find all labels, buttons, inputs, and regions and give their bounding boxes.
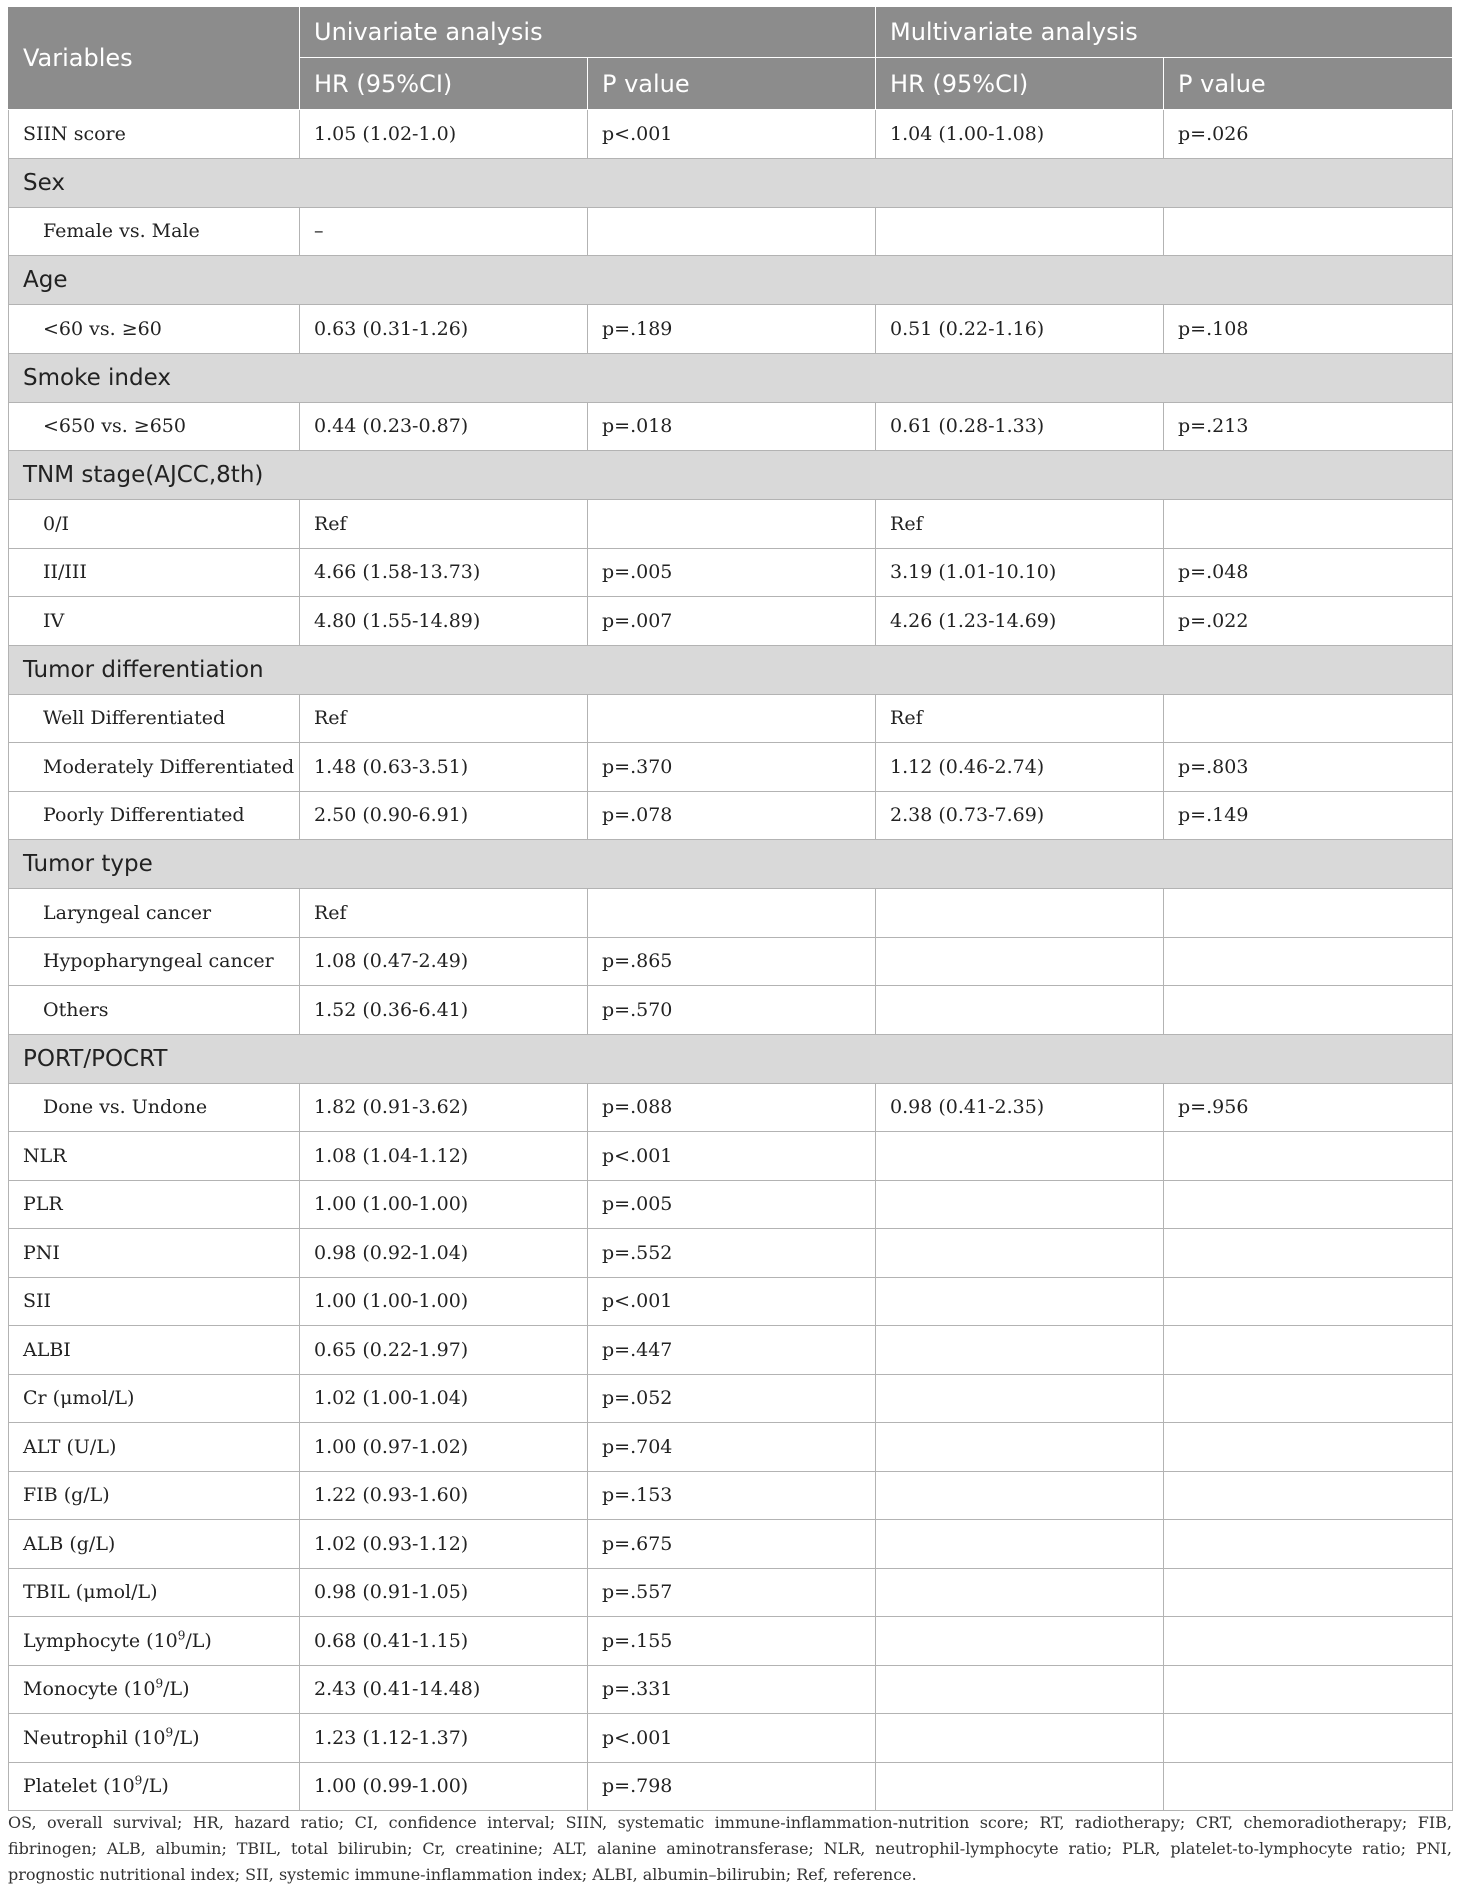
group-label: Sex bbox=[9, 158, 1453, 207]
table-body bbox=[9, 110, 1453, 1811]
multivariate-p-cell: p=.149 bbox=[1164, 791, 1453, 840]
univariate-p-cell: p=.018 bbox=[588, 402, 876, 451]
variable-cell bbox=[9, 1326, 300, 1375]
univariate-hr-cell: 0.98 (0.91-1.05) bbox=[300, 1568, 588, 1617]
multivariate-hr-cell: 4.26 (1.23-14.69) bbox=[876, 597, 1164, 646]
table-row bbox=[9, 1374, 1453, 1423]
group-label: TNM stage(AJCC,8th) bbox=[9, 451, 1453, 500]
variable-cell bbox=[9, 694, 300, 743]
univariate-hr-cell: 1.08 (0.47-2.49) bbox=[300, 937, 588, 986]
univariate-p-cell: p=.557 bbox=[588, 1568, 876, 1617]
table-row bbox=[9, 1568, 1453, 1617]
group-row bbox=[9, 451, 1453, 500]
table-row bbox=[9, 548, 1453, 597]
multivariate-p-cell: p=.803 bbox=[1164, 743, 1453, 792]
table-row bbox=[9, 889, 1453, 938]
cox-regression-table bbox=[8, 6, 1453, 1811]
variable-label: SII bbox=[23, 1290, 52, 1313]
univariate-hr-cell: 4.80 (1.55-14.89) bbox=[300, 597, 588, 646]
multivariate-p-cell bbox=[1164, 1665, 1453, 1714]
multivariate-hr-cell bbox=[876, 1617, 1164, 1666]
univariate-hr-cell: Ref bbox=[300, 889, 588, 938]
multivariate-p-cell bbox=[1164, 500, 1453, 549]
univariate-hr-cell: 0.68 (0.41-1.15) bbox=[300, 1617, 588, 1666]
multivariate-p-cell: p=.956 bbox=[1164, 1083, 1453, 1132]
variable-label: Neutrophil (10 bbox=[23, 1726, 166, 1749]
multivariate-hr-cell: 0.61 (0.28-1.33) bbox=[876, 402, 1164, 451]
multivariate-p-cell: p=.026 bbox=[1164, 110, 1453, 159]
multivariate-p-cell bbox=[1164, 1374, 1453, 1423]
univariate-hr-cell: 1.23 (1.12-1.37) bbox=[300, 1714, 588, 1763]
variable-cell bbox=[9, 1374, 300, 1423]
multivariate-hr-cell bbox=[876, 1568, 1164, 1617]
multivariate-p-cell: p=.108 bbox=[1164, 305, 1453, 354]
multivariate-p-cell bbox=[1164, 1132, 1453, 1181]
univariate-hr-cell: 1.00 (0.99-1.00) bbox=[300, 1762, 588, 1811]
univariate-p-cell: p=.155 bbox=[588, 1617, 876, 1666]
variable-cell bbox=[9, 937, 300, 986]
multivariate-hr-cell bbox=[876, 207, 1164, 256]
table-row bbox=[9, 1180, 1453, 1229]
multivariate-p-cell bbox=[1164, 1471, 1453, 1520]
variable-cell bbox=[9, 1180, 300, 1229]
table-row bbox=[9, 791, 1453, 840]
multivariate-p-cell bbox=[1164, 1762, 1453, 1811]
univariate-p-cell: p<.001 bbox=[588, 1277, 876, 1326]
variable-label: Poorly Differentiated bbox=[43, 804, 245, 827]
variable-label: <650 vs. ≥650 bbox=[43, 415, 186, 438]
variable-label: Well Differentiated bbox=[43, 707, 226, 730]
univariate-p-cell: p=.675 bbox=[588, 1520, 876, 1569]
univariate-hr-cell: 2.43 (0.41-14.48) bbox=[300, 1665, 588, 1714]
multivariate-hr-cell: Ref bbox=[876, 694, 1164, 743]
univariate-p-cell: p=.331 bbox=[588, 1665, 876, 1714]
table-row bbox=[9, 500, 1453, 549]
univariate-p-cell: p=.088 bbox=[588, 1083, 876, 1132]
table-row bbox=[9, 1665, 1453, 1714]
table-row bbox=[9, 1083, 1453, 1132]
univariate-hr-cell: Ref bbox=[300, 694, 588, 743]
group-row bbox=[9, 256, 1453, 305]
univariate-hr-cell: 1.00 (1.00-1.00) bbox=[300, 1180, 588, 1229]
univariate-p-cell: p=.189 bbox=[588, 305, 876, 354]
variable-label: SIIN score bbox=[23, 122, 126, 145]
unit-exponent: 9 bbox=[155, 1676, 164, 1691]
univariate-p-cell: p=.007 bbox=[588, 597, 876, 646]
multivariate-p-cell bbox=[1164, 694, 1453, 743]
table-row bbox=[9, 1617, 1453, 1666]
group-row bbox=[9, 645, 1453, 694]
multivariate-p-cell: p=.048 bbox=[1164, 548, 1453, 597]
multivariate-p-cell bbox=[1164, 1423, 1453, 1472]
univariate-hr-cell: 1.02 (0.93-1.12) bbox=[300, 1520, 588, 1569]
multivariate-p-cell bbox=[1164, 986, 1453, 1035]
header-univariate: Univariate analysis bbox=[300, 7, 876, 58]
univariate-p-cell: p=.552 bbox=[588, 1229, 876, 1278]
multivariate-p-cell: p=.213 bbox=[1164, 402, 1453, 451]
multivariate-p-cell bbox=[1164, 889, 1453, 938]
univariate-hr-cell: 0.63 (0.31-1.26) bbox=[300, 305, 588, 354]
variable-cell bbox=[9, 1714, 300, 1763]
univariate-hr-cell: Ref bbox=[300, 500, 588, 549]
table-row bbox=[9, 1423, 1453, 1472]
univariate-p-cell: p=.052 bbox=[588, 1374, 876, 1423]
univariate-hr-cell: 4.66 (1.58-13.73) bbox=[300, 548, 588, 597]
group-row bbox=[9, 840, 1453, 889]
group-label: PORT/POCRT bbox=[9, 1034, 1453, 1083]
univariate-p-cell: p=.005 bbox=[588, 1180, 876, 1229]
univariate-hr-cell: 1.82 (0.91-3.62) bbox=[300, 1083, 588, 1132]
univariate-p-cell bbox=[588, 500, 876, 549]
variable-cell bbox=[9, 500, 300, 549]
table-row bbox=[9, 305, 1453, 354]
variable-cell bbox=[9, 1520, 300, 1569]
multivariate-hr-cell bbox=[876, 1762, 1164, 1811]
univariate-p-cell: p=.153 bbox=[588, 1471, 876, 1520]
variable-cell bbox=[9, 597, 300, 646]
variable-label: Hypopharyngeal cancer bbox=[43, 950, 274, 973]
unit-suffix: /L) bbox=[173, 1726, 200, 1749]
table-container bbox=[8, 6, 1452, 1811]
variable-cell bbox=[9, 986, 300, 1035]
header-variables: Variables bbox=[9, 7, 300, 110]
header-multivariate-p: P value bbox=[1164, 58, 1453, 110]
variable-label: Monocyte (10 bbox=[23, 1678, 156, 1701]
univariate-p-cell: p=.704 bbox=[588, 1423, 876, 1472]
variable-cell bbox=[9, 1762, 300, 1811]
variable-cell bbox=[9, 889, 300, 938]
group-label: Smoke index bbox=[9, 353, 1453, 402]
multivariate-p-cell bbox=[1164, 1520, 1453, 1569]
variable-label: ALT (U/L) bbox=[23, 1435, 117, 1458]
variable-label: Laryngeal cancer bbox=[43, 901, 212, 924]
variable-label: Cr (μmol/L) bbox=[23, 1387, 135, 1410]
variable-cell bbox=[9, 1665, 300, 1714]
multivariate-p-cell bbox=[1164, 1180, 1453, 1229]
table-footnote: OS, overall survival; HR, hazard ratio; CI, confidence interval; SIIN, systematic immune-inflammation-nutrition score; RT, radiotherapy; CRT, chemoradiotherapy; FIB, fibrinogen; ALB, albumin; TBIL, total bilirubin; Cr, creatinine; ALT, alanine aminotransferase; NLR, neutrophil-lymphocyte ratio; PLR, platelet-to-lymphocyte ratio; PNI, prognostic nutritional index; SII, systemic immune-inflammation index; ALBI, albumin–bilirubin; Ref, reference. bbox=[8, 1813, 1452, 1884]
variable-label: Lymphocyte (10 bbox=[23, 1629, 178, 1652]
variable-cell bbox=[9, 207, 300, 256]
univariate-hr-cell: 1.00 (1.00-1.00) bbox=[300, 1277, 588, 1326]
variable-label: TBIL (μmol/L) bbox=[23, 1581, 158, 1604]
variable-label: NLR bbox=[23, 1144, 67, 1167]
variable-cell bbox=[9, 305, 300, 354]
multivariate-hr-cell bbox=[876, 889, 1164, 938]
table-row bbox=[9, 402, 1453, 451]
univariate-p-cell: p<.001 bbox=[588, 1714, 876, 1763]
multivariate-hr-cell bbox=[876, 1520, 1164, 1569]
table-row bbox=[9, 1132, 1453, 1181]
multivariate-hr-cell: Ref bbox=[876, 500, 1164, 549]
multivariate-p-cell bbox=[1164, 1568, 1453, 1617]
multivariate-p-cell bbox=[1164, 1277, 1453, 1326]
variable-label: Done vs. Undone bbox=[43, 1096, 208, 1119]
table-row bbox=[9, 1714, 1453, 1763]
group-label: Tumor differentiation bbox=[9, 645, 1453, 694]
variable-label: <60 vs. ≥60 bbox=[43, 317, 162, 340]
univariate-p-cell: p=.005 bbox=[588, 548, 876, 597]
univariate-p-cell bbox=[588, 207, 876, 256]
variable-label: PNI bbox=[23, 1241, 60, 1264]
multivariate-hr-cell bbox=[876, 1714, 1164, 1763]
variable-cell bbox=[9, 1083, 300, 1132]
multivariate-p-cell bbox=[1164, 1714, 1453, 1763]
multivariate-hr-cell bbox=[876, 986, 1164, 1035]
unit-exponent: 9 bbox=[177, 1628, 186, 1643]
multivariate-hr-cell bbox=[876, 1229, 1164, 1278]
table-row bbox=[9, 1326, 1453, 1375]
table-row bbox=[9, 694, 1453, 743]
multivariate-p-cell bbox=[1164, 937, 1453, 986]
multivariate-hr-cell: 3.19 (1.01-10.10) bbox=[876, 548, 1164, 597]
variable-label: II/III bbox=[43, 561, 87, 584]
univariate-hr-cell: 0.65 (0.22-1.97) bbox=[300, 1326, 588, 1375]
variable-label: Others bbox=[43, 998, 109, 1021]
multivariate-p-cell bbox=[1164, 207, 1453, 256]
multivariate-hr-cell bbox=[876, 1180, 1164, 1229]
header-multivariate-hr: HR (95%CI) bbox=[876, 58, 1164, 110]
multivariate-hr-cell: 0.51 (0.22-1.16) bbox=[876, 305, 1164, 354]
univariate-hr-cell: 1.05 (1.02-1.0) bbox=[300, 110, 588, 159]
variable-cell bbox=[9, 1423, 300, 1472]
univariate-p-cell: p=.447 bbox=[588, 1326, 876, 1375]
univariate-hr-cell: 2.50 (0.90-6.91) bbox=[300, 791, 588, 840]
group-row bbox=[9, 1034, 1453, 1083]
variable-label: IV bbox=[43, 609, 65, 632]
variable-cell bbox=[9, 743, 300, 792]
multivariate-hr-cell bbox=[876, 1423, 1164, 1472]
variable-label: Moderately Differentiated bbox=[43, 755, 295, 778]
multivariate-p-cell: p=.022 bbox=[1164, 597, 1453, 646]
univariate-hr-cell: 0.44 (0.23-0.87) bbox=[300, 402, 588, 451]
univariate-hr-cell: 0.98 (0.92-1.04) bbox=[300, 1229, 588, 1278]
multivariate-p-cell bbox=[1164, 1229, 1453, 1278]
table-row bbox=[9, 937, 1453, 986]
table-row bbox=[9, 1277, 1453, 1326]
univariate-p-cell: p=.078 bbox=[588, 791, 876, 840]
variable-cell bbox=[9, 1617, 300, 1666]
header-univariate-hr: HR (95%CI) bbox=[300, 58, 588, 110]
variable-label: ALB (g/L) bbox=[23, 1532, 116, 1555]
table-row bbox=[9, 110, 1453, 159]
univariate-hr-cell: 1.48 (0.63-3.51) bbox=[300, 743, 588, 792]
univariate-p-cell: p=.798 bbox=[588, 1762, 876, 1811]
variable-label: PLR bbox=[23, 1193, 63, 1216]
group-label: Tumor type bbox=[9, 840, 1453, 889]
univariate-hr-cell: 1.52 (0.36-6.41) bbox=[300, 986, 588, 1035]
univariate-hr-cell: 1.02 (1.00-1.04) bbox=[300, 1374, 588, 1423]
variable-label: FIB (g/L) bbox=[23, 1484, 110, 1507]
multivariate-hr-cell bbox=[876, 1374, 1164, 1423]
multivariate-hr-cell bbox=[876, 1326, 1164, 1375]
table-row bbox=[9, 743, 1453, 792]
variable-label: Platelet (10 bbox=[23, 1775, 135, 1798]
variable-label: Female vs. Male bbox=[43, 220, 200, 243]
unit-suffix: /L) bbox=[142, 1775, 169, 1798]
variable-cell bbox=[9, 791, 300, 840]
header-multivariate: Multivariate analysis bbox=[876, 7, 1453, 58]
univariate-p-cell: p=.570 bbox=[588, 986, 876, 1035]
variable-cell bbox=[9, 1277, 300, 1326]
variable-cell bbox=[9, 1471, 300, 1520]
multivariate-hr-cell bbox=[876, 937, 1164, 986]
variable-cell bbox=[9, 1229, 300, 1278]
group-row bbox=[9, 353, 1453, 402]
variable-label: ALBI bbox=[23, 1338, 71, 1361]
table-row bbox=[9, 597, 1453, 646]
multivariate-hr-cell bbox=[876, 1471, 1164, 1520]
table-row bbox=[9, 1229, 1453, 1278]
multivariate-hr-cell bbox=[876, 1277, 1164, 1326]
variable-label: 0/I bbox=[43, 512, 69, 535]
univariate-p-cell: p=.370 bbox=[588, 743, 876, 792]
univariate-hr-cell: – bbox=[300, 207, 588, 256]
group-row bbox=[9, 158, 1453, 207]
multivariate-p-cell bbox=[1164, 1617, 1453, 1666]
variable-cell bbox=[9, 402, 300, 451]
univariate-p-cell: p<.001 bbox=[588, 1132, 876, 1181]
multivariate-hr-cell bbox=[876, 1665, 1164, 1714]
header-row-1 bbox=[9, 7, 1453, 58]
unit-exponent: 9 bbox=[165, 1725, 174, 1740]
table-row bbox=[9, 1762, 1453, 1811]
table-row bbox=[9, 207, 1453, 256]
univariate-hr-cell: 1.08 (1.04-1.12) bbox=[300, 1132, 588, 1181]
unit-exponent: 9 bbox=[134, 1773, 143, 1788]
variable-cell bbox=[9, 1132, 300, 1181]
table-row bbox=[9, 1520, 1453, 1569]
variable-cell bbox=[9, 110, 300, 159]
header-univariate-p: P value bbox=[588, 58, 876, 110]
univariate-p-cell bbox=[588, 889, 876, 938]
table-row bbox=[9, 986, 1453, 1035]
univariate-p-cell bbox=[588, 694, 876, 743]
univariate-p-cell: p<.001 bbox=[588, 110, 876, 159]
unit-suffix: /L) bbox=[163, 1678, 190, 1701]
unit-suffix: /L) bbox=[185, 1629, 212, 1652]
group-label: Age bbox=[9, 256, 1453, 305]
univariate-p-cell: p=.865 bbox=[588, 937, 876, 986]
multivariate-p-cell bbox=[1164, 1326, 1453, 1375]
table-row bbox=[9, 1471, 1453, 1520]
multivariate-hr-cell: 1.12 (0.46-2.74) bbox=[876, 743, 1164, 792]
variable-cell bbox=[9, 548, 300, 597]
multivariate-hr-cell: 1.04 (1.00-1.08) bbox=[876, 110, 1164, 159]
univariate-hr-cell: 1.22 (0.93-1.60) bbox=[300, 1471, 588, 1520]
multivariate-hr-cell: 0.98 (0.41-2.35) bbox=[876, 1083, 1164, 1132]
multivariate-hr-cell bbox=[876, 1132, 1164, 1181]
univariate-hr-cell: 1.00 (0.97-1.02) bbox=[300, 1423, 588, 1472]
multivariate-hr-cell: 2.38 (0.73-7.69) bbox=[876, 791, 1164, 840]
variable-cell bbox=[9, 1568, 300, 1617]
